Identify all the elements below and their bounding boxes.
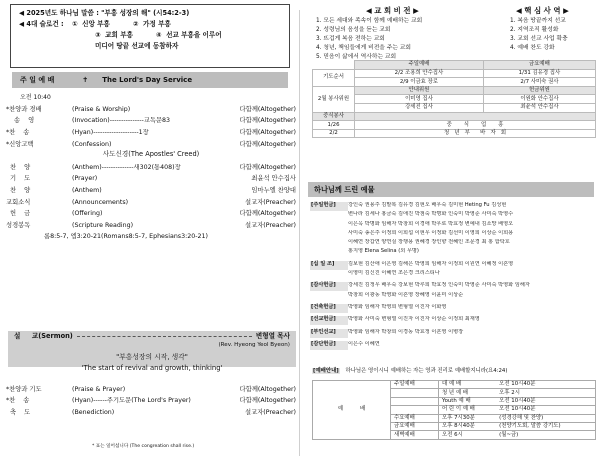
offering-group xyxy=(310,341,596,350)
prayer-cell: 2/7 사미숙 권사 xyxy=(483,78,595,87)
worship-notice xyxy=(312,368,598,375)
order-item: 축 도 xyxy=(6,409,31,417)
offering-line: 홍지영 Elena Selina (외 무명) xyxy=(348,248,419,255)
order-row xyxy=(6,116,296,128)
vision-list xyxy=(316,18,496,63)
order-item: *찬양과 기도 xyxy=(6,385,42,393)
order-desc: (Hyan)------주기도문(The Lord's Prayer) xyxy=(72,397,191,405)
sermon-title-ko: "부흥성장의 시작, 생각" xyxy=(116,353,188,361)
vision-item: 4. 청년, 책임들에게 비전을 주는 교회 xyxy=(316,45,411,51)
offering-names xyxy=(348,329,596,338)
order-row xyxy=(6,384,296,396)
lunch-header-blank xyxy=(355,112,596,121)
schedule-name: 오후 8시40분 xyxy=(439,422,497,430)
offering-names xyxy=(348,304,596,313)
offering-label: [감단헌금] xyxy=(310,341,348,350)
order-desc: (Prayer) xyxy=(72,175,98,183)
slogan-line-2: ③ 교회 부흥 ④ 선교 부흥을 이루어 xyxy=(95,31,222,39)
schedule-type: 새벽예배 xyxy=(391,431,439,439)
offering-names xyxy=(348,202,596,258)
serve-row xyxy=(313,95,596,104)
schedule-name: 대 예 배 xyxy=(439,381,497,389)
schedule-time: 오전 10시40분 xyxy=(496,406,595,414)
service-title: 주 일 예 배 xyxy=(20,75,55,84)
order-who: 설교자(Preacher) xyxy=(245,198,296,206)
cross-icon: ✝ xyxy=(82,75,89,84)
offering-group xyxy=(310,304,596,313)
sermon-label: 설 교(Sermon) xyxy=(14,332,73,341)
order-row xyxy=(6,185,296,197)
order-row xyxy=(6,407,296,419)
order-desc: (Praise & Worship) xyxy=(72,105,131,113)
lunch-header: 중식봉사 xyxy=(313,112,355,121)
prayer-cell: 1/31 김유경 집사 xyxy=(483,69,595,78)
yearly-verse: ◀ 2025년도 하나님 말씀 : "부흥 성장의 해" (시54:2-3) xyxy=(19,9,190,17)
yearly-motto-box xyxy=(10,4,290,68)
offering-line: 박창희 이광동 박영화 이흔영 장혜영 이윤미 이상순 xyxy=(348,291,464,298)
offering-line: 사미숙 송은주 이정희 이희섭 이현우 이정화 김선미 이영희 이상순 이희용 xyxy=(348,229,514,236)
service-banner xyxy=(12,72,288,88)
schedule-type: 금요예배 xyxy=(391,422,439,430)
order-list xyxy=(6,104,296,243)
serve-cell: 최윤석 안수집사 xyxy=(483,103,595,112)
order-of-service-column xyxy=(6,4,294,456)
lunch-row xyxy=(313,129,596,138)
closing-order xyxy=(6,384,296,419)
order-desc: (Anthem)--------------새302(통408)장 xyxy=(72,163,181,171)
blank-cell xyxy=(313,61,355,70)
order-who: 다함께(Altogether) xyxy=(239,140,296,148)
offering-names xyxy=(348,316,596,325)
lunch-date: 2/2 xyxy=(313,129,355,138)
offerings-heading: 하나님께 드린 예물 xyxy=(308,182,594,197)
serve-cell: 이원화 안수집사 xyxy=(483,95,595,104)
offerings-list xyxy=(310,202,596,353)
offering-line: 박영화 임해자 박영희 변형열 이진자 이화영 xyxy=(348,303,447,310)
standing-footnote: * 표는 일어섭니다 (The congreation shall rise.) xyxy=(92,444,195,449)
vision-item: 3. 뜨겁게 복음 전하는 교회 xyxy=(316,36,385,42)
offering-group xyxy=(310,261,596,280)
service-title-en: The Lord's Day Service xyxy=(102,75,193,84)
prayer-row xyxy=(313,69,596,78)
order-who: 다함께(Altogether) xyxy=(239,129,296,137)
order-item: *신앙고백 xyxy=(6,140,34,148)
duty-header-row xyxy=(313,61,596,70)
order-item: *찬양과 경배 xyxy=(6,105,42,113)
schedule-name: 어 린 이 예 배 xyxy=(439,406,497,414)
schedule-time: 오전 10시40분 xyxy=(496,381,595,389)
duty-table xyxy=(312,60,596,138)
schedule-time: (성경강해 및 찬양) xyxy=(496,414,595,422)
order-desc: (Praise & Prayer) xyxy=(72,385,126,393)
service-time: 오전 10:40 xyxy=(20,94,51,101)
serve-header-row xyxy=(313,86,596,95)
scripture-reference: 롬8:5-7, 엡3:20-21(Romans8:5-7, Ephesians3:20-21) xyxy=(44,233,208,241)
offering-names xyxy=(348,341,596,350)
order-row xyxy=(6,396,296,408)
order-row xyxy=(6,139,296,151)
vision-item: 5. 믿음이 삶에서 역사하는 교회 xyxy=(316,54,397,60)
order-desc: (Benediction) xyxy=(72,409,115,417)
order-row xyxy=(6,162,296,174)
order-who: 다함께(Altogether) xyxy=(239,397,296,405)
notice-text: 하나님은 영이시니 예배하는 자는 영과 진리로 예배할지니라(요4:24) xyxy=(345,368,508,374)
order-row xyxy=(6,197,296,209)
sermon-preacher: 변형열 목사 xyxy=(255,332,290,341)
offering-line: 김보현 김산애 이은영 김해은 박영희 임해자 이정희 이원연 이혜정 이흔영 xyxy=(348,260,514,267)
order-who: 최윤석 안수집사 xyxy=(251,175,296,183)
offering-line: 박영화 임해자 박창희 이경동 박효정 이흔영 이병장 xyxy=(348,328,464,335)
order-item: 기 도 xyxy=(6,175,31,183)
info-column xyxy=(306,4,596,456)
sermon-title-en: 'The start of revival and growth, thinking' xyxy=(81,364,223,372)
schedule-name: 오전 6시 xyxy=(439,431,497,439)
offering-group xyxy=(310,202,596,258)
offering-line: 변나라 김세나 홍금숙 김애진 박점숙 박명화 인숙미 박영준 사미숙 박영수 xyxy=(348,211,514,218)
creed-line: 사도신경(The Apostles' Creed) xyxy=(102,150,200,159)
sermon-row xyxy=(8,331,296,342)
serve-cell: 이미영 집사 xyxy=(355,95,484,104)
offering-names xyxy=(348,282,596,301)
schedule-type xyxy=(391,397,439,405)
schedule-row xyxy=(313,381,596,389)
sermon-preacher-en: (Rev. Hyeong Yeol Byeon) xyxy=(218,342,290,348)
order-row xyxy=(6,173,296,185)
serve-row xyxy=(313,103,596,112)
offering-line: 이은옥 박명화 임해자 박창희 이경애 박우로 박효정 변예내 김소망 배영오 xyxy=(348,220,514,227)
sunday-header: 주일예배 xyxy=(355,61,484,70)
prayer-row xyxy=(313,78,596,87)
order-who: 다함께(Altogether) xyxy=(239,385,296,393)
offering-line: 이영미 김신진 이혜연 조은경 크리스티나 xyxy=(348,270,440,277)
schedule-name: 오후 7시30분 xyxy=(439,414,497,422)
order-row xyxy=(6,208,296,220)
order-desc: (Scripture Reading) xyxy=(72,221,134,229)
lunch-row xyxy=(313,121,596,130)
order-who: 다함께(Altogether) xyxy=(239,105,296,113)
serve-cell: 강세진 집사 xyxy=(355,103,484,112)
offering-line: 박영화 사미숙 변형열 이진자 이진자 이상순 이정희 최재영 xyxy=(348,316,480,323)
slogan-line-1 xyxy=(19,20,281,31)
order-item: 헌 금 xyxy=(6,210,31,218)
offering-label: [주일헌금] xyxy=(310,202,348,211)
order-who: 설교자(Preacher) xyxy=(245,221,296,229)
prayer-cell: 2/9 이금효 장로 xyxy=(355,78,484,87)
schedule-name: Youth 예 배 xyxy=(439,397,497,405)
notice-label: [예배안내] xyxy=(313,368,339,374)
order-desc: (Confession) xyxy=(72,140,112,148)
offering-line: 이혜연 장갑연 양연실 장행용 권혜경 장인향 전혜인 조문경 최 홍 함탁호 xyxy=(348,239,510,246)
slogan-items-1: ① 신앙 부흥 ② 가정 부흥 xyxy=(71,20,171,28)
order-desc: (Announcements) xyxy=(72,198,129,206)
order-row xyxy=(6,104,296,116)
order-item: 교회소식 xyxy=(6,198,31,206)
schedule-name: 청 년 예 배 xyxy=(439,389,497,397)
schedule-type: 주일예배 xyxy=(391,381,439,389)
friday-header: 금요예배 xyxy=(483,61,595,70)
offering-label: [십 일 조] xyxy=(310,261,348,270)
order-who: 임마누엘 찬양대 xyxy=(251,186,296,194)
order-row xyxy=(6,127,296,139)
offering-label: [건축헌금] xyxy=(310,304,348,313)
order-desc: (Anthem) xyxy=(72,186,102,194)
schedule-time: (월~금) xyxy=(496,431,595,439)
order-who: 다함께(Altogether) xyxy=(239,117,296,125)
order-who: 다함께(Altogether) xyxy=(239,210,296,218)
core-item: 2. 지역조직 활성화 xyxy=(510,27,559,33)
order-item: 송 영 xyxy=(6,117,35,125)
lunch-detail: 청 년 부 바 자 회 xyxy=(355,129,596,138)
lunch-detail: 중 식 업 흥 xyxy=(355,121,596,130)
order-desc: (Offering) xyxy=(72,210,103,218)
order-item: 찬 양 xyxy=(6,186,31,194)
serve-label: 2월 봉사위원 xyxy=(313,86,355,112)
offering-line: 강세진 김정우 배우숙 강보현 박루희 박효정 인숙미 박영준 사미숙 박영화 임해자 xyxy=(348,282,530,289)
core-item: 4. 예배 찬도 강화 xyxy=(510,45,555,51)
schedule-time: 오후 2시 xyxy=(496,389,595,397)
offering-label: [부인선교] xyxy=(310,329,348,338)
schedule-type: 수요예배 xyxy=(391,414,439,422)
vision-item: 2. 성령님의 음성을 듣는 교회 xyxy=(316,27,391,33)
order-desc: (Invocation)---------------교독문83 xyxy=(72,117,171,125)
offering-header: 헌금위원 xyxy=(483,86,595,95)
order-item: *찬 송 xyxy=(6,129,30,137)
offering-names xyxy=(348,261,596,280)
lunch-date: 1/26 xyxy=(313,121,355,130)
order-item: *찬 송 xyxy=(6,397,30,405)
vision-item: 1. 모든 세대와 족속이 함께 예배하는 교회 xyxy=(316,18,423,24)
schedule-time: (천양기도회, 말씀 강기도) xyxy=(496,422,595,430)
slogan-label: ◀ 4대 슬로건 : xyxy=(19,20,64,28)
order-who: 설교자(Preacher) xyxy=(245,409,296,417)
core-ministry-heading: ◀ 핵 심 사 역 ▶ xyxy=(516,6,569,15)
offering-group xyxy=(310,282,596,301)
core-ministry-list xyxy=(510,18,600,54)
schedule-time: 오전 10시40분 xyxy=(496,397,595,405)
offering-label: [감사헌금] xyxy=(310,282,348,291)
core-item: 1. 복음 땅끝까지 선교 xyxy=(510,18,566,24)
offering-label: [선교헌금] xyxy=(310,316,348,325)
vision-heading: ◀ 교 회 비 전 ▶ xyxy=(366,6,419,15)
schedule-type xyxy=(391,406,439,414)
sermon-title-block xyxy=(8,353,296,375)
order-item: 찬 양 xyxy=(6,163,31,171)
offering-group xyxy=(310,329,596,338)
core-item: 3. 교회 선교 사업 확충 xyxy=(510,36,568,42)
slogan-line-3: 미디어 땅끝 선교에 동참하자 xyxy=(95,42,179,50)
schedule-label: 예 배 xyxy=(313,381,391,440)
column-divider xyxy=(299,10,300,456)
offering-line: 강인숙 권용주 김말복 김유경 김현오 배우숙 김미현 Heting Fu 김성현 xyxy=(348,202,507,208)
lunch-header-row xyxy=(313,112,596,121)
schedule-type xyxy=(391,389,439,397)
offering-group xyxy=(310,316,596,325)
prayer-label: 기도순서 xyxy=(313,69,355,86)
prayer-cell: 2/2 조용희 안수집사 xyxy=(355,69,484,78)
order-item: 성경봉독 xyxy=(6,221,31,229)
worship-schedule xyxy=(312,380,596,440)
order-desc: (Hyan)--------------------1장 xyxy=(72,129,149,137)
sermon-leader xyxy=(77,336,252,337)
guide-header: 안내위원 xyxy=(355,86,484,95)
order-who: 다함께(Altogether) xyxy=(239,163,296,171)
order-row xyxy=(6,220,296,232)
offering-line: 이은수 이혜연 xyxy=(348,340,380,347)
